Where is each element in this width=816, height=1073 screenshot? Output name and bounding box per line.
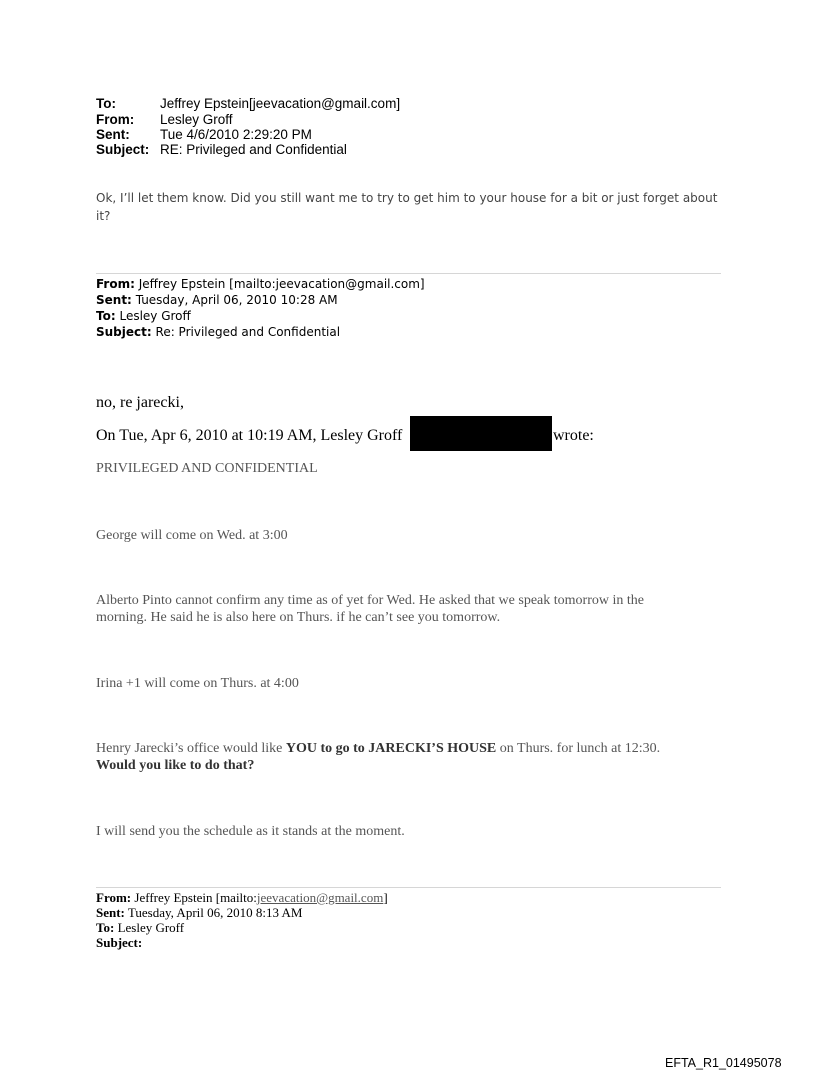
qh2-sent-value: Tuesday, April 06, 2010 8:13 AM bbox=[127, 905, 303, 920]
para-irina: Irina +1 will come on Thurs. at 4:00 bbox=[96, 676, 299, 691]
qh1-sent-value: Tuesday, April 06, 2010 10:28 AM bbox=[135, 293, 338, 307]
qh1-to-value: Lesley Groff bbox=[119, 309, 191, 323]
redaction-box bbox=[410, 416, 552, 451]
henry-question: Would you like to do that? bbox=[96, 758, 255, 773]
from-value: Lesley Groff bbox=[160, 112, 233, 127]
henry-pre: Henry Jarecki’s office would like bbox=[96, 741, 286, 756]
document-id: EFTA_R1_01495078 bbox=[665, 1056, 782, 1070]
quoted-header-2 bbox=[96, 890, 596, 950]
qh2-from-name: Jeffrey Epstein [mailto: bbox=[134, 890, 257, 905]
qh2-subject-label: Subject: bbox=[96, 935, 143, 950]
epstein-reply: no, re jarecki, bbox=[96, 394, 184, 411]
qh2-from-label: From: bbox=[96, 890, 132, 905]
subject-value: RE: Privileged and Confidential bbox=[160, 142, 347, 157]
para-alberto: Alberto Pinto cannot confirm any time as of yet for Wed. He asked that we speak tomorrow in the morning. He said he is also here on Thurs. if he can’t see you tomorrow. bbox=[96, 593, 644, 625]
henry-bold: YOU to go to JARECKI’S HOUSE bbox=[285, 741, 497, 756]
divider bbox=[96, 273, 721, 274]
reply-body: Ok, I’ll let them know. Did you still want me to try to get him to your house for a bit or just forget about it? bbox=[96, 191, 718, 223]
on-wrote-suffix: wrote: bbox=[553, 427, 594, 444]
on-wrote-prefix: On Tue, Apr 6, 2010 at 10:19 AM, Lesley Groff bbox=[96, 427, 403, 444]
henry-post: on Thurs. for lunch at 12:30. bbox=[496, 741, 661, 756]
para-schedule: I will send you the schedule as it stands at the moment. bbox=[96, 824, 405, 839]
qh1-to-label: To: bbox=[96, 309, 116, 323]
qh2-to-value: Lesley Groff bbox=[117, 920, 185, 935]
sent-value: Tue 4/6/2010 2:29:20 PM bbox=[160, 127, 312, 142]
qh2-to-label: To: bbox=[96, 920, 115, 935]
divider bbox=[96, 887, 721, 888]
qh2-from-close: ] bbox=[383, 890, 388, 905]
to-label: To: bbox=[96, 96, 116, 111]
from-label: From: bbox=[96, 112, 135, 127]
qh1-from-value: Jeffrey Epstein [mailto:jeevacation@gmail.com] bbox=[138, 277, 425, 291]
subject-label: Subject: bbox=[96, 142, 150, 157]
privileged-heading: PRIVILEGED AND CONFIDENTIAL bbox=[96, 461, 318, 476]
sent-label: Sent: bbox=[96, 127, 130, 142]
to-value: Jeffrey Epstein[jeevacation@gmail.com] bbox=[160, 96, 401, 111]
qh1-subject-value: Re: Privileged and Confidential bbox=[155, 325, 341, 339]
email-header bbox=[96, 96, 496, 160]
qh1-subject-label: Subject: bbox=[96, 325, 152, 339]
quoted-header-1 bbox=[96, 276, 596, 340]
para-george: George will come on Wed. at 3:00 bbox=[96, 528, 288, 543]
qh2-email-link[interactable]: jeevacation@gmail.com bbox=[256, 890, 384, 905]
qh1-sent-label: Sent: bbox=[96, 293, 132, 307]
para-henry bbox=[96, 740, 716, 774]
qh2-sent-label: Sent: bbox=[96, 905, 125, 920]
qh1-from-label: From: bbox=[96, 277, 135, 291]
